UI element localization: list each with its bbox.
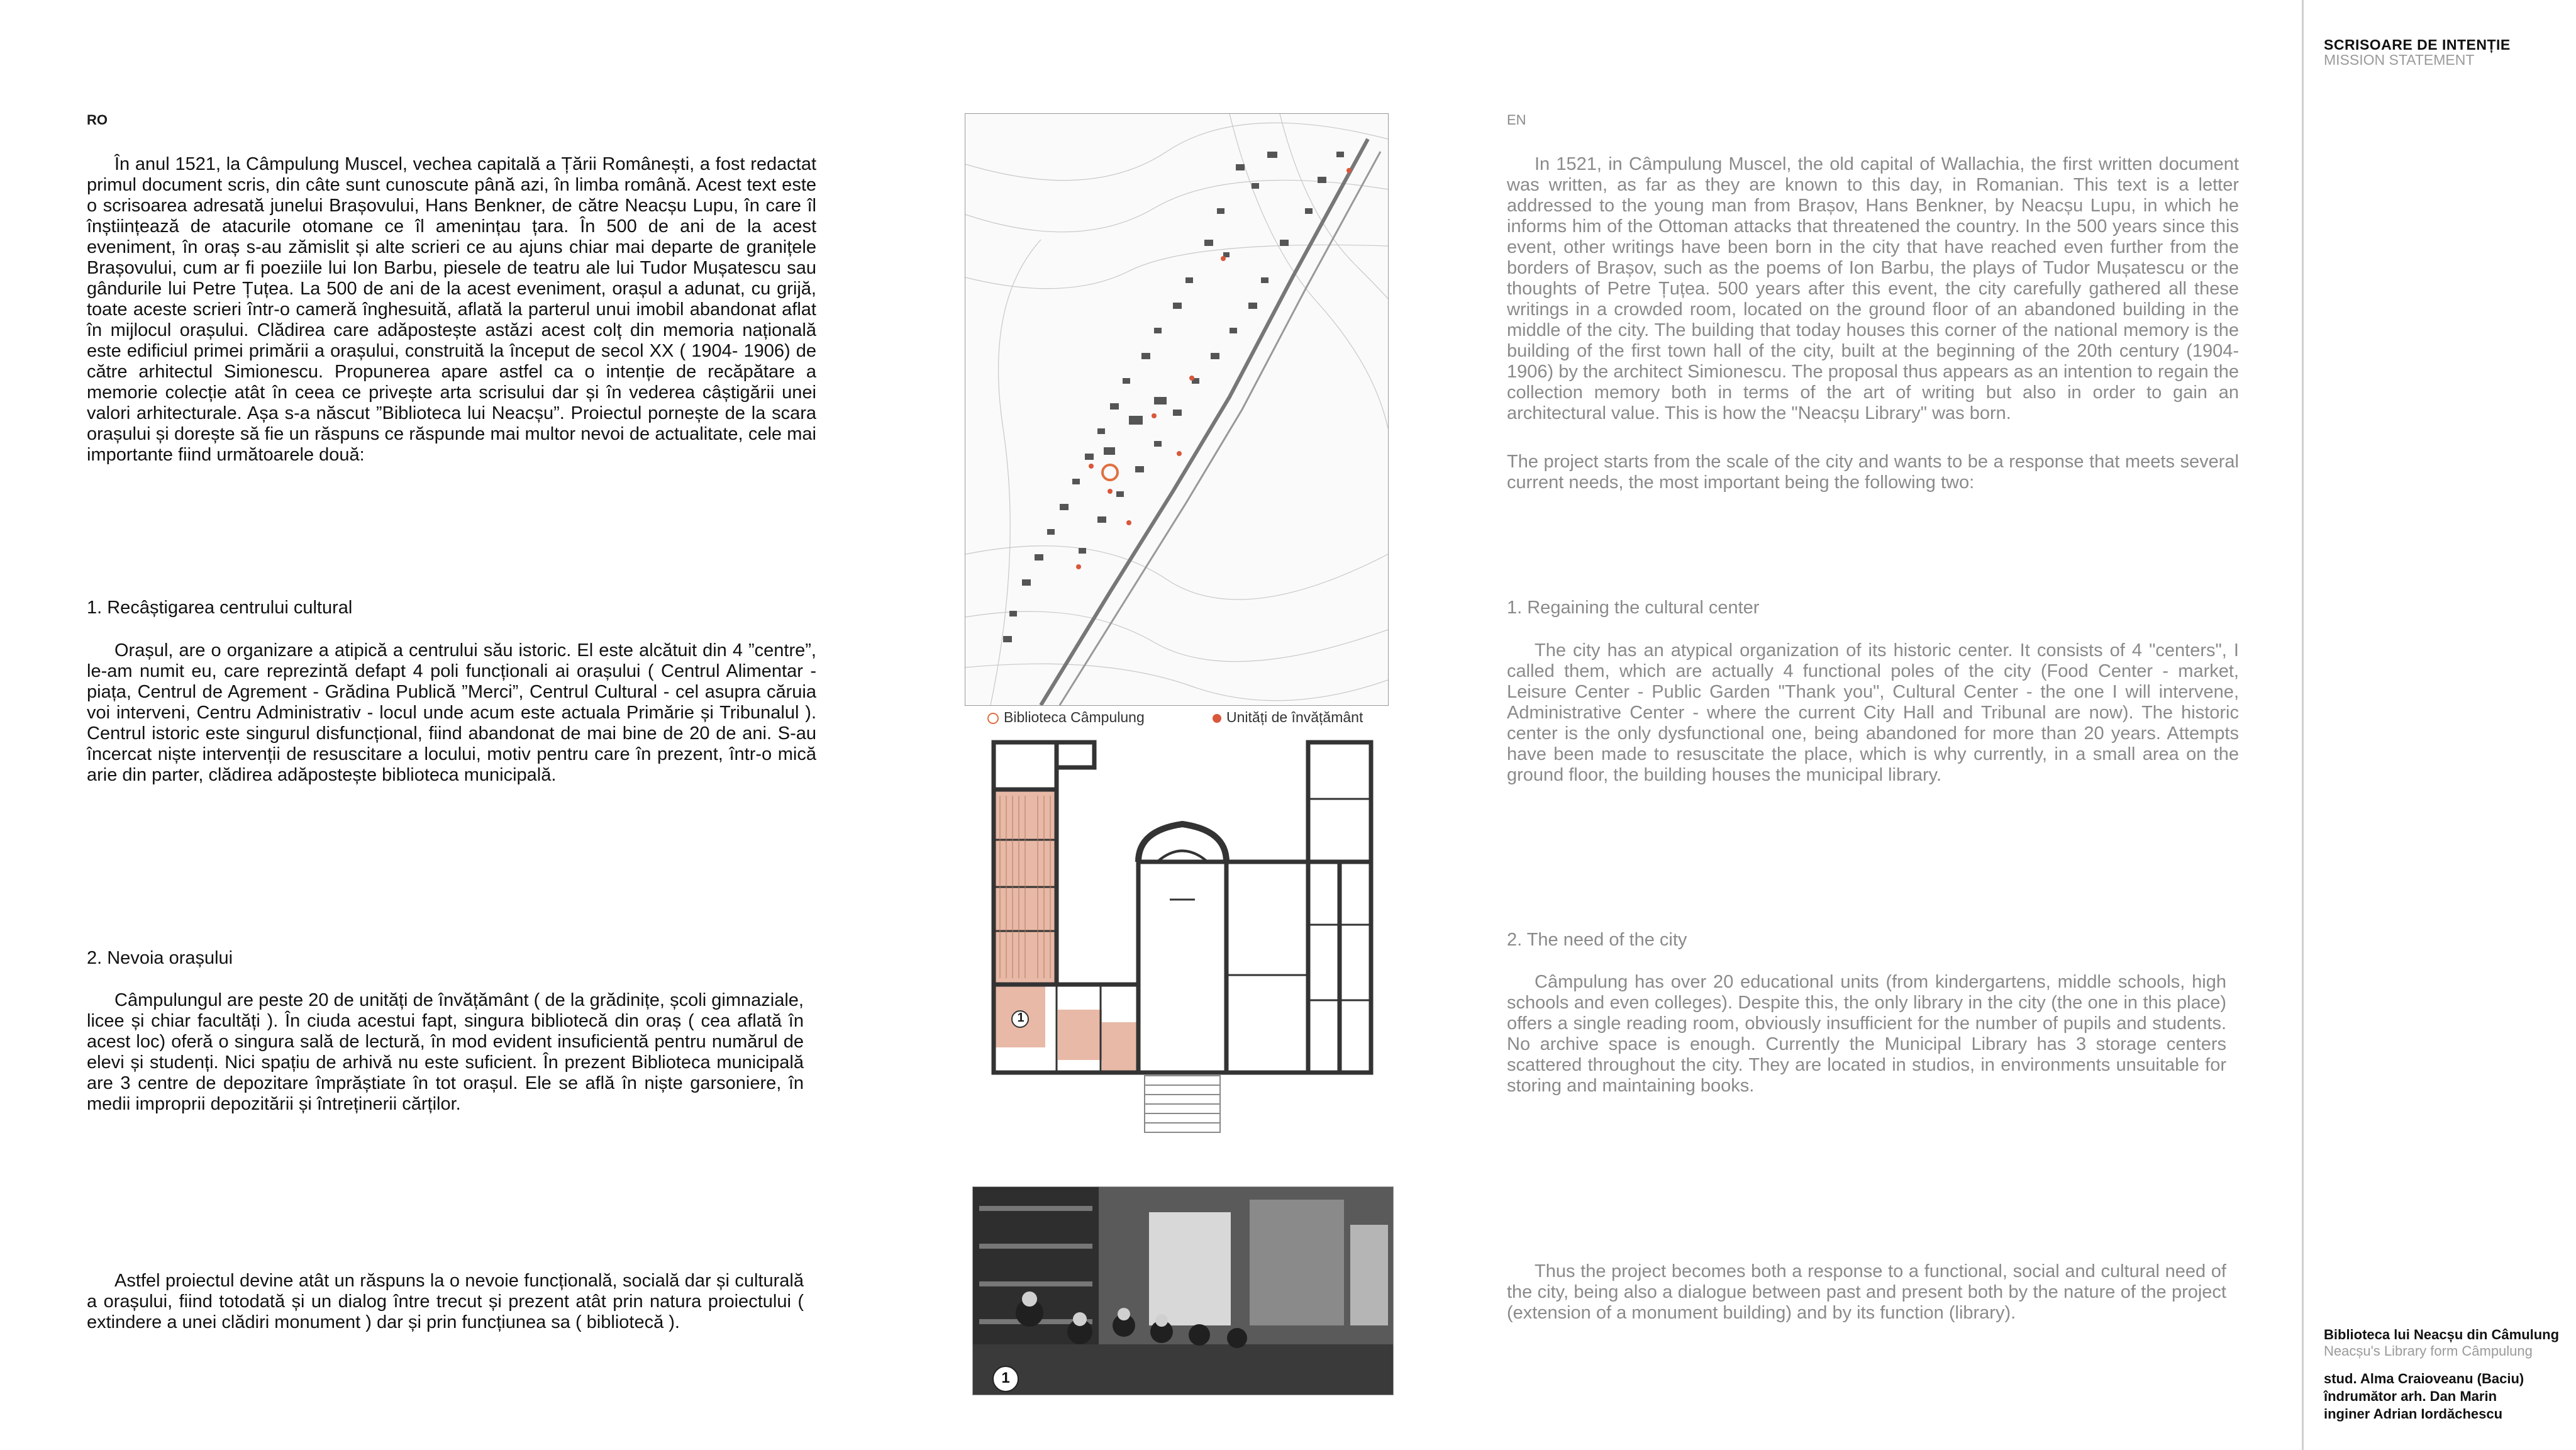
credit-coordinator: îndrumător arh. Dan Marin	[2324, 1388, 2497, 1404]
plan-marker-number: 1	[1017, 1011, 1024, 1025]
sidebar-subtitle: MISSION STATEMENT	[2324, 52, 2475, 68]
en-paragraph-2: Câmpulung has over 20 educational units (from kindergartens, middle schools, high schools and even colleges). Despite this, the only library in the city (the one in this place) offers a single reading room, obviously insufficient for the number of pupils and students. No archive space is enough. Currently the Municipal Library has 3 storage centers scattered throughout the city. They are located in studios, in environments unsuitable for storing and maintaining books.	[1507, 972, 2226, 1096]
ro-intro: În anul 1521, la Câmpulung Muscel, vechea capitală a Țării Românești, a fost redactat primul document scris, din câte sunt cunoscute până azi, în limba română. Acest text este o scrisoarea adresată junelui Brașovului, Hans Benkner, de către Neacșu Lupu, în care îl înștiințează de atacurile otomane ce îl amenințau țara. În 500 de ani de la acest eveniment, în oraș s-au zămislit și alte scrieri ce au ajuns chiar mai departe de granițele Brașovului, cum ar fi poeziile lui Ion Barbu, piesele de teatru ale lui Tudor Mușatescu sau gândurile lui Petre Țuțea. La 500 de ani de la acest eveniment, orașul a adunat, cu grijă, toate aceste scrieri într-o cameră înghesuită, aflată la parterul unui imobil abandonat aflat în mijlocul orașului. Clădirea care adăpostește astăzi acest colț din memoria națională este edificiul primei primării a orașului, construită la început de secol XX ( 1904- 1906) de către arhitectul Simionescu. Propunerea apare astfel ca o intenție de recăpătare a memorie colecție atât în ceea ce privește arta scrisului dar și în vederea câștigării unei valori arhitecturale. Așa s-a născut ”Biblioteca lui Neacșu”. Proiectul pornește de la scara orașului și dorește să fie un răspuns ce răspunde mai multor nevoi de actualitate, cele mai importante fiind următoarele două:	[87, 154, 816, 465]
ro-paragraph-2: Câmpulungul are peste 20 de unități de învățământ ( de la grădinițe, școli gimnaziale, licee și chiar facultăți ). În ciuda acestui fapt, singura bibliotecă din oraș ( cea aflată în acest loc) oferă o singura sală de lectură, în mod evident insuficientă pentru numărul de elevi și studenți. Nici spațiu de arhivă nu este suficient. În prezent Biblioteca municipală are 3 centre de depozitare împrăștiate în tot orașul. Ele se află în niște garsoniere, în medii improprii depozitării și întreținerii cărților.	[87, 990, 804, 1114]
lang-label-ro: RO	[87, 112, 108, 128]
project-title-ro: Biblioteca lui Neacșu din Câmulung	[2324, 1327, 2560, 1342]
project-title-en: Neacșu's Library form Câmpulung	[2324, 1343, 2533, 1359]
photo-drawing	[973, 1187, 1393, 1395]
credit-engineer: inginer Adrian Iordăchescu	[2324, 1406, 2503, 1422]
en-intro: In 1521, in Câmpulung Muscel, the old capital of Wallachia, the first written document was written, as far as they are known to this day, in Romanian. This text is a letter addressed to the young man from Brașov, Hans Benkner, by Neacșu Lupu, in which he informs him of the Ottoman attacks that threatened the country. In the 500 years since this event, other writings have been born in the city that have reached even further from the borders of Brașov, such as the poems of Ion Barbu, the plays of Tudor Mușatescu or the thoughts of Petre Țuțea. 500 years after this event, the city carefully gathered all these writings in a crowded room, located on the ground floor of an abandoned building in the middle of the city. The building that today houses this corner of the national memory is the building of the first town hall of the city, built at the beginning of the 20th century (1904-1906) by the architect Simionescu. The proposal thus appears as an intention to regain the collection memory both in terms of the art of writing but also in order to gain an architectural value. This is how the "Neacșu Library" was born.	[1507, 154, 2239, 423]
ro-heading-2: 2. Nevoia orașului	[87, 948, 233, 968]
city-map	[965, 113, 1389, 706]
legend-library: Biblioteca Câmpulung	[987, 709, 1145, 726]
map-drawing	[965, 114, 1388, 705]
floor-plan-drawing	[981, 736, 1384, 1151]
ro-heading-1: 1. Recâștigarea centrului cultural	[87, 598, 353, 618]
en-intro-2: The project starts from the scale of the city and wants to be a response that meets several current needs, the most important being the following two:	[1507, 452, 2239, 493]
school-marker-icon	[1213, 714, 1221, 723]
en-heading-2: 2. The need of the city	[1507, 930, 1687, 950]
library-photo	[972, 1186, 1394, 1395]
legend-schools: Unități de învățământ	[1213, 709, 1363, 726]
sidebar-title: SCRISOARE DE INTENȚIE	[2324, 36, 2511, 53]
credit-student: stud. Alma Craioveanu (Baciu)	[2324, 1371, 2524, 1386]
ro-paragraph-3: Astfel proiectul devine atât un răspuns la o nevoie funcțională, socială dar și culturală a orașului, fiind totodată și un dialog între trecut și prezent atât prin natura proiectului ( extindere a unei clădiri monument ) dar și prin funcțiunea sa ( bibliotecă ).	[87, 1271, 804, 1332]
sidebar-divider	[2302, 0, 2304, 1450]
en-paragraph-3: Thus the project becomes both a response to a functional, social and cultural need of the city, being also a dialogue between past and present both by the nature of the project (extension of a monument building) and by its function (library).	[1507, 1261, 2226, 1323]
library-marker-icon	[987, 713, 999, 724]
en-heading-1: 1. Regaining the cultural center	[1507, 598, 1760, 618]
photo-marker-number: 1	[1001, 1369, 1010, 1386]
en-paragraph-1: The city has an atypical organization of its historic center. It consists of 4 "centers", I called them, which are actually 4 functional poles of the city (Food Center - market, Leisure Center - Public Garden "Thank you", Cultural Center - the one I will intervene, Administrative Center - where the current City Hall and Tribunal are now). The historic center is the only dysfunctional one, being abandoned for more than 20 years. Attempts have been made to resuscitate the place, which is why currently, in a small area on the ground floor, the building houses the municipal library.	[1507, 640, 2239, 785]
lang-label-en: EN	[1507, 112, 1526, 128]
ro-paragraph-1: Orașul, are o organizare a atipică a centrului său istoric. El este alcătuit din 4 ”centre”, le-am numit eu, care reprezintă defapt 4 poli funcționali ai orașului ( Centrul Alimentar - piața, Centrul de Agrement - Grădina Publică ”Merci”, Centrul Cultural - cel asupra căruia voi interveni, Centru Administrativ - locul unde acum este actuala Primărie și Tribunalul ). Centrul istoric este singurul disfuncțional, fiind abandonat de mai bine de 20 de ani. S-au încercat niște intervenții de resuscitare a locului, motiv pentru care în prezent, într-o mică arie din parter, clădirea adăpostește biblioteca municipală.	[87, 640, 816, 785]
floor-plan	[981, 736, 1384, 1151]
